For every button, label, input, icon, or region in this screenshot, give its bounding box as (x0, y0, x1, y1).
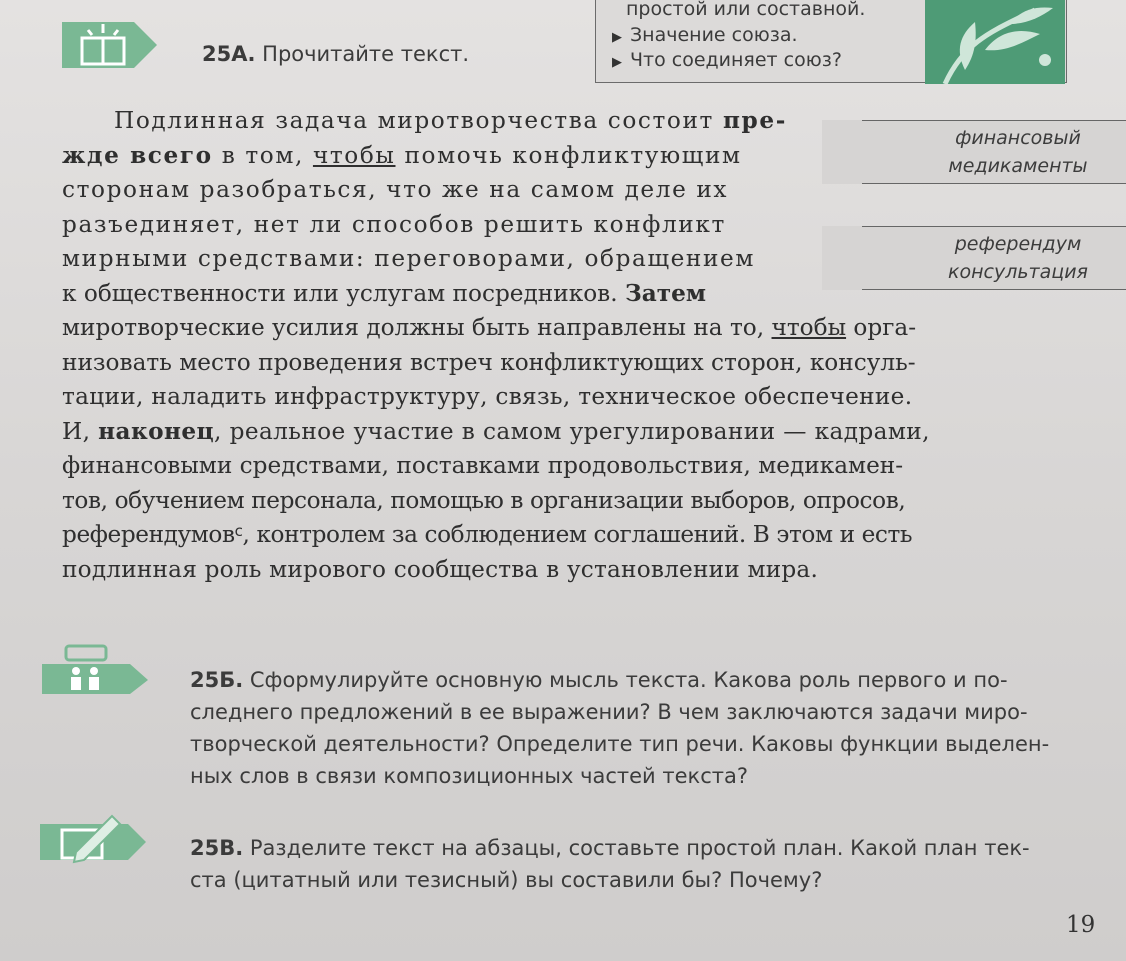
passage-line: миротворческие усилия должны быть направлены на то, чтобы орга- (62, 314, 917, 341)
task-25a-heading: 25А. Прочитайте текст. (202, 42, 470, 66)
passage-line: мирными средствами: переговорами, обращением (62, 245, 755, 272)
vocabulary-word: референдум (954, 233, 1082, 255)
passage-line: тации, наладить инфраструктуру, связь, техническое обеспечение. (62, 383, 913, 410)
grammar-question-line: ▶ Что соединяет союз? (612, 49, 842, 71)
triangle-bullet-icon: ▶ (612, 55, 622, 70)
pair-discussion-icon (42, 644, 150, 694)
reading-passage (62, 104, 1092, 587)
vocabulary-word: финансовый (955, 127, 1081, 149)
passage-line: сторонам разобраться, что же на самом деле их (62, 176, 729, 203)
task-25b-line: ных слов в связи композиционных частей текста? (190, 764, 749, 788)
task-25b-line: 25Б. Сформулируйте основную мысль текста. Какова роль первого и по- (190, 668, 1008, 692)
grammar-question-line: ▶ Значение союза. (612, 24, 798, 46)
page-number: 19 (1066, 912, 1096, 938)
passage-line: Подлинная задача миротворчества состоит пре- (114, 107, 787, 134)
passage-line: жде всего в том, чтобы помочь конфликтующим (62, 141, 742, 169)
leaf-ornament-icon (925, 0, 1065, 84)
grammar-question-line: простой или составной. (626, 0, 866, 20)
passage-line: И, наконец, реальное участие в самом урегулировании — кадрами, (62, 417, 930, 445)
task-25v (190, 832, 1090, 896)
passage-line: разъединяет, нет ли способов решить конфликт (62, 210, 726, 238)
task-25b-line: творческой деятельности? Определите тип речи. Каковы функции выделен- (190, 732, 1050, 756)
passage-line: финансовыми средствами, поставками продовольствия, медикамен- (62, 452, 904, 479)
triangle-bullet-icon: ▶ (612, 30, 622, 45)
passage-line: низовать место проведения встреч конфликтующих сторон, консуль- (62, 348, 916, 376)
task-25b (190, 664, 1090, 792)
passage-line: подлинная роль мирового сообщества в установлении мира. (62, 555, 819, 583)
passage-line: к общественности или услугам посредников. Затем (62, 279, 706, 307)
task-25b-line: следнего предложений в ее выражении? В чем заключаются задачи миро- (190, 700, 1028, 724)
vocabulary-word: медикаменты (948, 155, 1088, 177)
vocabulary-word: консультация (948, 261, 1088, 283)
task-25v-line: 25В. Разделите текст на абзацы, составьте простой план. Какой план тек- (190, 836, 1030, 860)
passage-line: референдумов$^с$, контролем за соблюдением соглашений. В этом и есть (62, 521, 913, 548)
pencil-writing-icon (40, 812, 148, 866)
task-25v-line: ста (цитатный или тезисный) вы составили бы? Почему? (190, 868, 823, 892)
open-book-icon (62, 16, 157, 74)
passage-line: тов, обучением персонала, помощью в организации выборов, опросов, (62, 486, 906, 514)
